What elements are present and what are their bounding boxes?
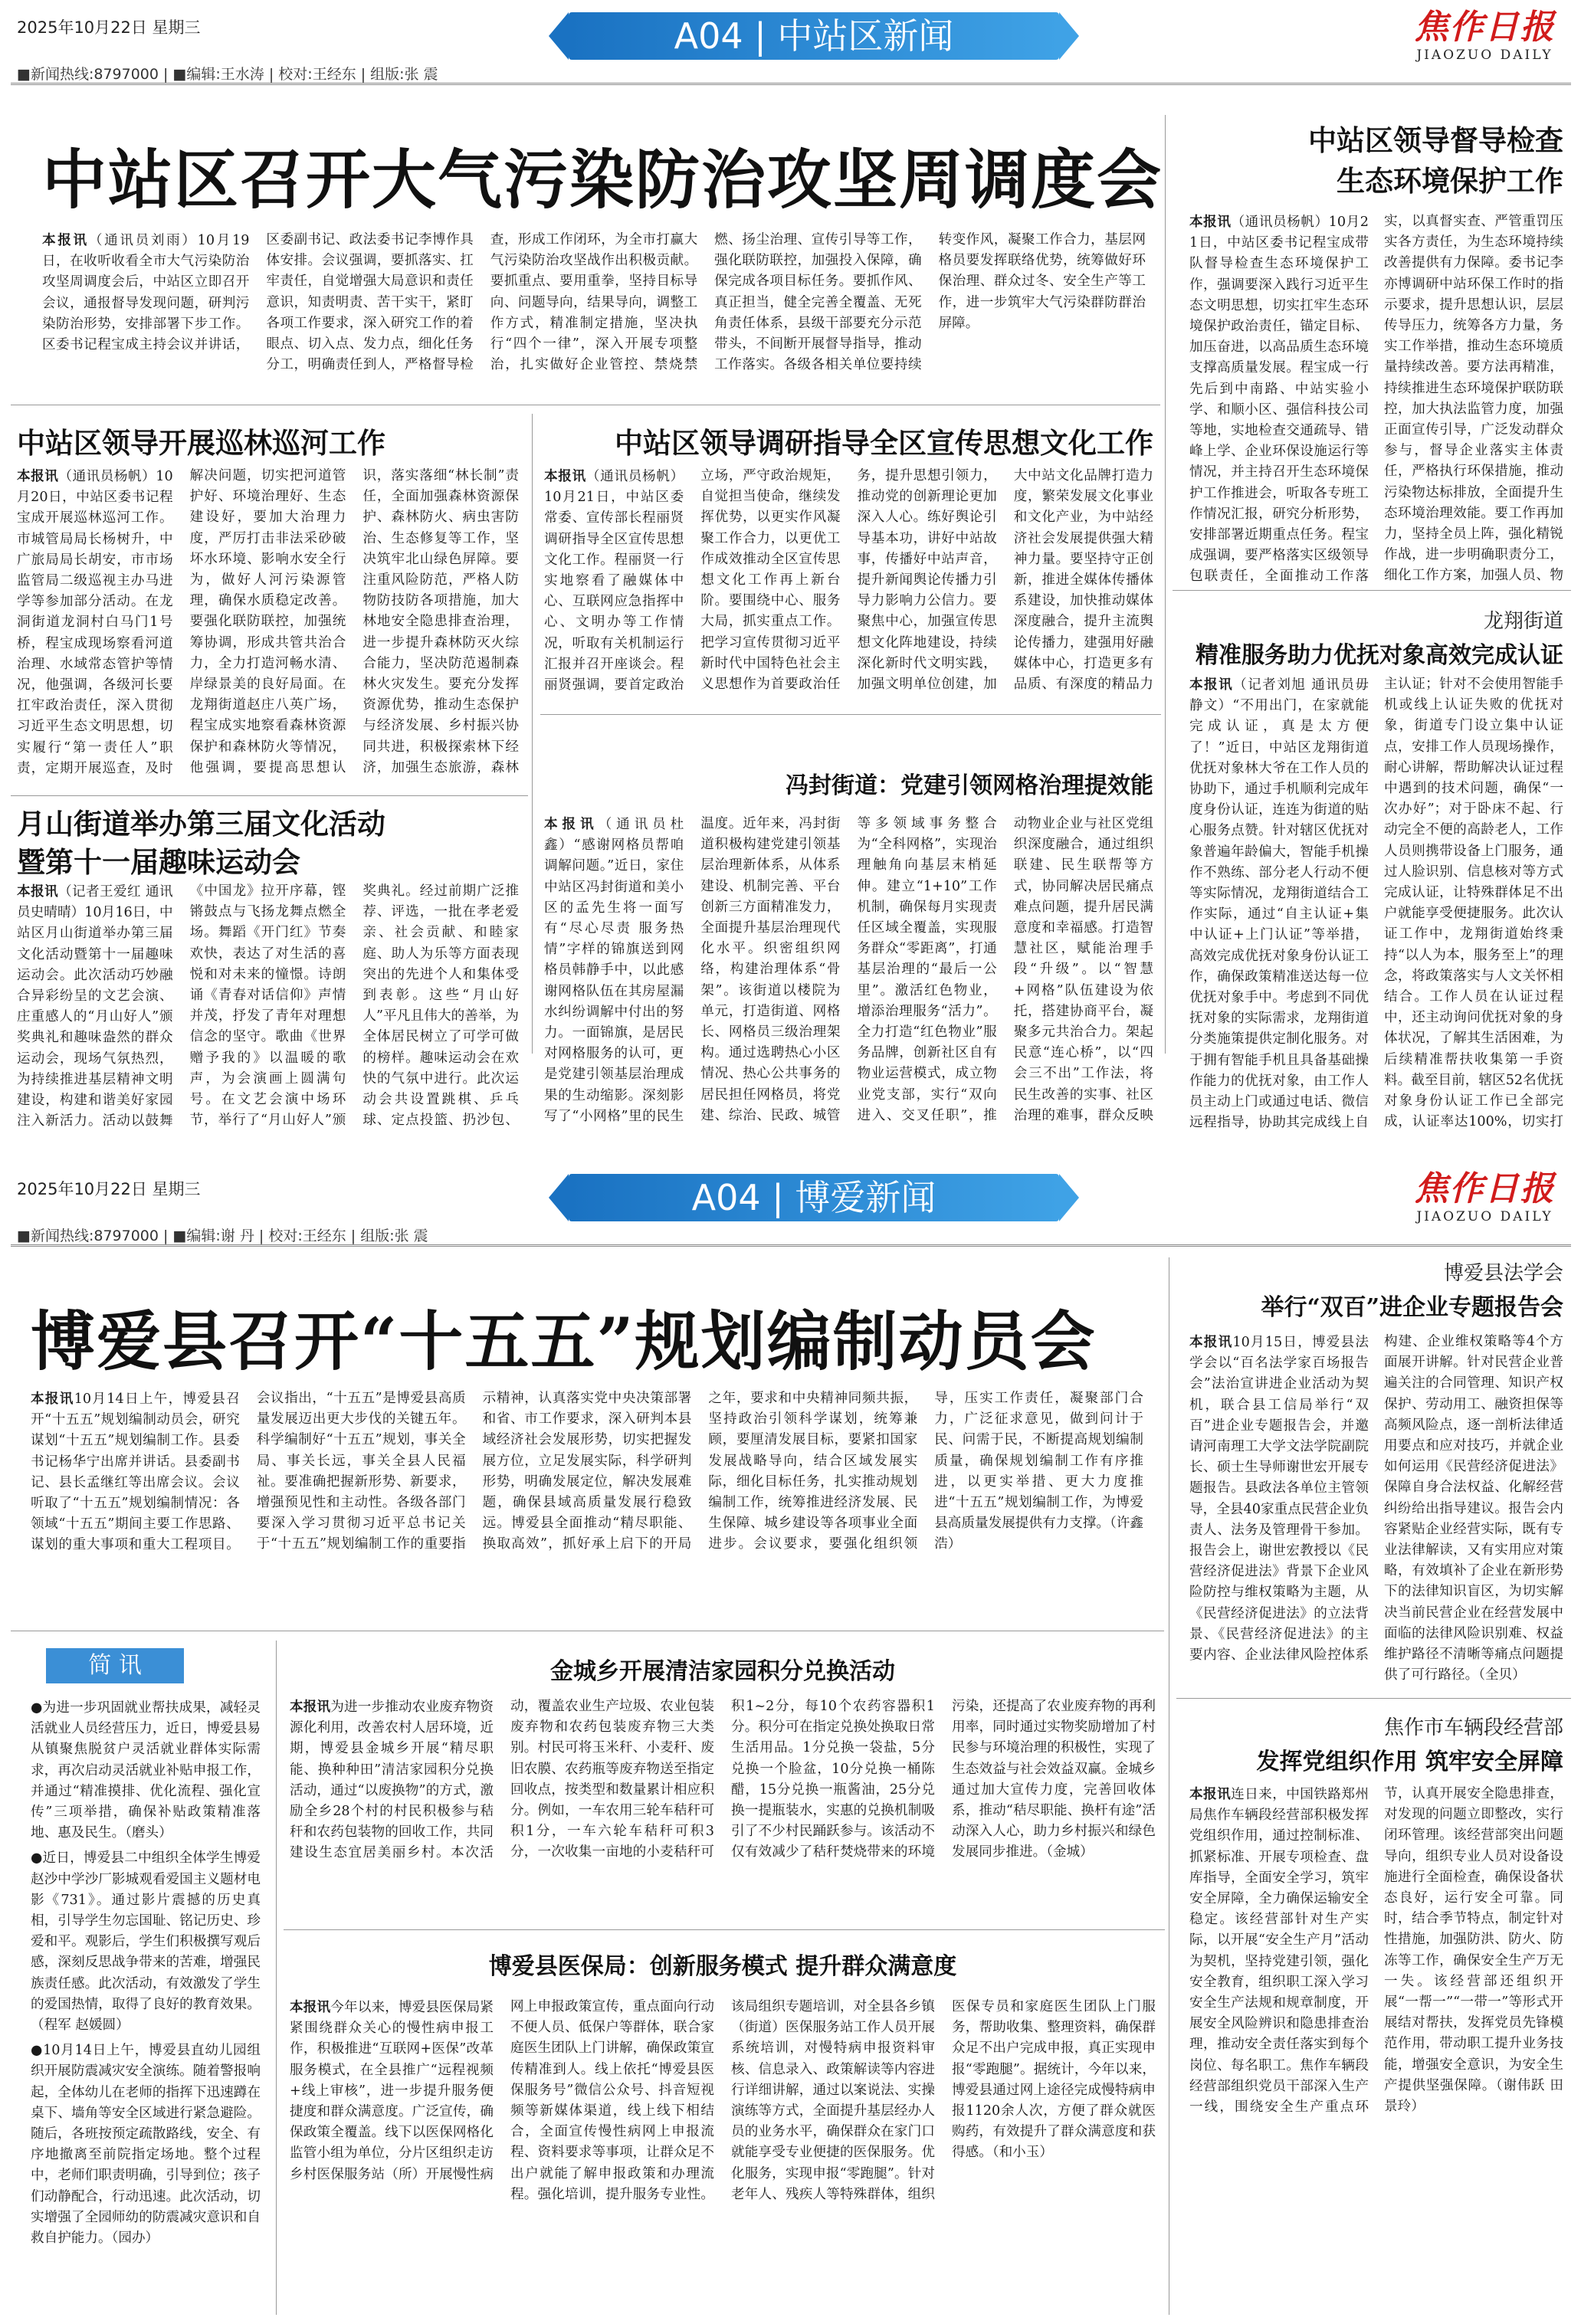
headline-law-report: 举行“双百”进企业专题报告会 (1261, 1294, 1563, 1321)
page-date: 2025年10月22日 星期三 (17, 1180, 201, 1198)
brief-news-list (31, 1698, 261, 2303)
brief-item: ●为进一步巩固就业帮扶成果，减轻灵活就业人员经营压力，近日，博爱县易从镇聚焦脱贫户灵活就业群体实际需求，再次启动灵活就业补贴申报工作，并通过“精准摸排、优化流程、强化宣传”三项举措，确保补贴政策精准落地、惠及民生。（磨头） (31, 1700, 261, 1841)
headline-right-2: 生态环境保护工作 (1337, 164, 1563, 198)
article-body (31, 1388, 1143, 1618)
newspaper-logo (1402, 8, 1567, 63)
page-date: 2025年10月22日 星期三 (17, 18, 201, 37)
article-text: （通讯员杨帆）10月20日，中站区委书记程宝成开展巡林巡河工作。市城管局局长杨树升，中广旅局局长胡安，市市场监管局二级巡视主办马进学等参加部分活动。在龙洞街道龙洞村白马门1号桥，程宝成现场察看河道治理、水域常态管护等情况，他强调，各级河长要扛牢政治责任，深入贯彻习近平生态文明思想，切实履行“第一责任人”职责，定期开展巡查，及时解决问题，切实把河道管护好、环境治理好、生态建设好，要加大治理力度，严厉打击非法采砂破坏水环境、影响水安全行为，做好人河污染源管理，确保水质稳定改善。要强化联防联控，加强统筹协调，形成共管共治合力，全力打造河畅水清、岸绿景美的良好局面。在龙翔街道赵庄八英广场，程宝成实地察看森林资源保护和森林防火等情况，他强调，要提高思想认识，落实落细“林长制”责任，全面加强森林资源保护、森林防火、病虫害防治、生态修复等工作，坚决筑牢北山绿色屏障。要注重风险防范，严格人防物防技防各项措施，加大林地安全隐患排查治理，进一步提升森林防灭火综合能力，坚决防范遏制森林火灾发生。要充分发挥资源优势，推动生态保护与经济发展、乡村振兴协同共进，积极探索林下经济，加强生态旅游，森林 (17, 468, 519, 776)
newspaper-page-boai (0, 1162, 1581, 2323)
headline-main: 中站区召开大气污染防治攻坚周调度会 (42, 142, 1163, 218)
headline-jincheng: 金城乡开展清洁家园积分兑换活动 (550, 1658, 895, 1685)
article-lead: 本报讯 (31, 1391, 74, 1407)
section-banner: A04 | 博爱新闻 (569, 1174, 1059, 1221)
article-lead: 本报讯 (17, 468, 59, 484)
headline-yueshan-2: 暨第十一届趣味运动会 (17, 845, 300, 879)
header-rule (11, 1244, 1571, 1247)
headline-yueshan-1: 月山街道举办第三届文化活动 (17, 807, 385, 841)
article-lead: 本报讯 (290, 1699, 331, 1715)
brief-item: ●10月14日上午，博爱县直幼儿园组织开展防震减灾安全演练。随着警报响起，全体幼儿在老师的指挥下迅速蹲在桌下、墙角等安全区域进行紧急避险。随后，各班按预定疏散路线，安全、有序地撤离至前院指定场地。整个过程中，老师们职责明确，引导到位；孩子们动静配合，行动迅速。此次活动，切实增强了全园师幼的防震减灾意识和自救自护能力。（园办） (31, 2043, 261, 2247)
article-body (17, 881, 519, 1134)
editorial-credits: ■新闻热线:8797000 | ■编辑:王水涛 | 校对:王经东 | 组版:张 震 (17, 66, 438, 83)
kicker-law-society: 博爱县法学会 (1443, 1262, 1563, 1285)
logo-chinese: 焦作日报 (1414, 8, 1556, 47)
article-body (1189, 211, 1563, 591)
headline-medical-insurance: 博爱县医保局：创新服务模式 提升群众满意度 (488, 1953, 957, 1980)
section-divider (1176, 1698, 1571, 1699)
section-divider (11, 795, 528, 796)
column-divider (1165, 115, 1166, 1054)
article-lead: 本报讯 (1189, 1786, 1232, 1802)
article-lead: 本报讯 (1189, 677, 1234, 693)
section-divider (540, 714, 1161, 715)
article-text: （通讯员刘雨）10月19日，在收听收看全市大气污染防治攻坚周调度会后，中站区立即召开会议，通报督导发现问题，研判污染防治形势，安排部署下步工作。区委书记程宝成主持会议并讲话，区委副书记、政法委书记李博作具体安排。会议强调，要抓落实、扛牢责任，自觉增强大局意识和责任意识，知责明责、苦干实干，紧盯各项工作要求，深入研究工作的着眼点、切入点、发力点，细化任务分工，明确责任到人，严格督导检查，形成工作闭环，为全市打赢大气污染防治攻坚战作出积极贡献。要抓重点、要用重拳，坚持目标导向、问题导向，结果导向，调整工作方式，精准制定措施，坚决执行“四个一律”，深入开展专项整治，扎实做好企业管控、禁烧禁燃、扬尘治理、宣传引导等工作，强化联防联控，加强投入保障，确保完成各项目标任务。要抓作风、真正担当，健全完善全覆盖、无死角责任体系，县级干部要充分示范带头，不间断开展督导指导，推动工作落实。各级各相关单位要持续转变作风，凝聚工作合力，基层网格员要发挥联络优势，统筹做好环保治理、群众过冬、安全生产等工作，进一步筑牢大气污染群防群治屏障。 (42, 232, 1146, 373)
logo-english: JIAOZUO DAILY (1416, 1209, 1553, 1224)
header-rule (11, 83, 1571, 85)
article-body (290, 1997, 1156, 2299)
headline-main: 博爱县召开“十五五”规划编制动员会 (31, 1303, 1097, 1379)
article-text: 10月15日，博爱县法学会以“百名法学家百场报告会”法治宣讲进企业活动为契机，联合县工信局举行“双百”进企业专题报告会，并邀请河南理工大学文法学院副院长、硕士生导师谢世宏开展专题报告。县政法各单位主管领导，全县40家重点民营企业负责人、法务及管理骨干参加。报告会上，谢世宏教授以《民营经济促进法》背景下企业风险防控与维权策略为主题，从《民营经济促进法》的立法背景、《民营经济促进法》的主要内容、企业法律风险控体系构建、企业维权策略等4个方面展开讲解。针对民营企业普遍关注的合同管理、知识产权保护、劳动用工、融资担保等高频风险点，逐一剖析法律适用要点和应对技巧，并就企业如何运用《民营经济促进法》保障自身合法权益、化解经营纠纷给出指导建议。报告会内容紧贴企业经营实际，既有专业法律解读，又有实用应对策略，有效填补了企业在新形势下的法律知识盲区，为切实解决当前民营企业在经营发展中面临的法律风险识别难、权益维护路径不清晰等痛点问题提供了可行路径。（全贝） (1189, 1334, 1563, 1683)
article-text: 为进一步推动农业废弃物资源化利用，改善农村人居环境，近期，博爱县金城乡开展“精尽职能、换种种田”清洁家园积分兑换活动，通过“以废换物”的方式，激励全乡28个村的村民积极参与秸秆和农药包装物的回收工作，共同建设生态宜居美丽乡村。本次活动，覆盖农业生产垃圾、农业包装废弃物和农药包装废弃物三大类别。村民可将玉米秆、小麦秆、废旧农膜、农药瓶等废弃物送至指定回收点，按类型和数量累计相应积分。例如，一车农用三轮车秸秆可积1分，一车六轮车秸秆可积3分，一次收集一亩地的小麦秸秆可积1~2分，每10个农药容器积1分。积分可在指定兑换处换取日常生活用品。1分兑换一袋盐，5分兑换一个脸盆，10分兑换一桶陈醋，15分兑换一瓶酱油，25分兑换一提瓶装水，实惠的兑换机制吸引了不少村民踊跃参与。该活动不仅有效减少了秸秆焚烧带来的环境污染，还提高了农业废弃物的再利用率，同时通过实物奖励增加了村民参与环境治理的积极性，实现了生态效益与社会效益双赢。金城乡通过加大宣传力度，完善回收体系，推动“秸尽职能、换杆有途”活动深入人心，助力乡村振兴和绿色发展同步推进。（金城） (290, 1699, 1156, 1861)
article-body (17, 466, 519, 788)
article-lead: 本报讯 (544, 468, 586, 484)
kicker-railway: 焦作市车辆段经营部 (1383, 1716, 1563, 1739)
article-body (290, 1696, 1156, 1919)
brief-news-label: 简 讯 (46, 1648, 184, 1683)
article-lead: 本报讯 (1189, 1334, 1233, 1350)
editorial-credits: ■新闻热线:8797000 | ■编辑:谢 丹 | 校对:王经东 | 组版:张 震 (17, 1228, 428, 1244)
logo-english: JIAOZUO DAILY (1416, 48, 1553, 63)
article-body (1189, 1332, 1563, 1692)
article-text: （记者王爱红 通讯员史晴晴）10月16日，中站区月山街道举办第三届文化活动暨第十一届趣味运动会。此次活动巧妙融合异彩纷呈的文艺会演、庄重感人的“月山好人”颁奖典礼和趣味盎然的群众运动会，现场气氛热烈，为持续推进基层精神文明建设，构建和谐美好家园注入新活力。活动以鼓舞《中国龙》拉开序幕，铿锵鼓点与飞扬龙舞点燃全场。舞蹈《开门红》节奏欢快，表达了对生活的喜悦和对未来的憧憬。诗朗诵《青春对话信仰》声情并茂，抒发了青年对理想信念的坚守。歌曲《世界赠予我的》以温暖的歌声，为会演画上圆满句号。在文艺会演中场环节，举行了“月山好人”颁奖典礼。经过前期广泛推荐、评选，一批在孝老爱亲、社会贡献、和睦家庭、助人为乐等方面表现突出的先进个人和集体受到表彰。这些“月山好人”平凡且伟大的善举，为全体居民树立了可学可做的榜样。趣味运动会在欢快的气氛中进行。此次运动会共设置跳棋、乒乓球、定点投篮、扔沙包、 (17, 883, 519, 1129)
article-body (1189, 1784, 1563, 2305)
section-banner: A04 | 中站区新闻 (569, 12, 1059, 60)
article-text: （通讯员杜鑫）“感谢网格员帮咱调解问题。”近日，家住中站区冯封街道和美小区的孟先生将一面写有“尽心尽责 服务热情”字样的锦旗送到网格员韩静手中，以此感谢网格队伍在其房屋漏水纠纷调解中付出的努力。一面锦旗，是居民对网格服务的认可，更是党建引领基层治理成果的生动缩影。深刻影写了“小网格”里的民生温度。近年来，冯封街道积极构建党建引领基层治理新体系，从体系建设、机制完善、平台创新三方面精准发力，全面提升基层治理现代化水平。织密组织网络，构建治理体系“骨架”。该街道以楼院为单元，打造街道、网格长、网格员三级治理架构。通过选聘热心小区情况、热心公共事务的居民担任网格员，将党建、综治、民政、城管等多领域事务整合为“全科网格”，实现治理触角向基层末梢延伸。建立“1+10”工作机制，确保每月实现责任区域全覆盖，实现服务群众“零距离”，打通基层治理的“最后一公里”。激活红色物业，增添治理服务“活力”。全力打造“红色物业”服务品牌，创新社区自有物业运营模式，成立物业党支部，实行“双向进入、交叉任职”，推动物业企业与社区党组织深度融合，通过组织联建、民生联帮等方式，协同解决居民痛点难点问题，提升居民满意度和幸福感。打造智慧社区，赋能治理手段“升级”。以“智慧+网格”队伍建设为依托，搭建协商平台，凝聚多元共治合力。架起民意“连心桥”，以“四会三不出”工作法，将民生改善的实事、社区治理的难事，群众反映 (544, 816, 1153, 1124)
article-lead: 本报讯 (544, 816, 599, 832)
article-lead: 本报讯 (42, 232, 89, 248)
headline-culture: 中站区领导调研指导全区宣传思想文化工作 (615, 426, 1153, 460)
section-divider (284, 1929, 1165, 1930)
article-body (1189, 674, 1563, 1134)
headline-right-1: 中站区领导督导检查 (1308, 123, 1563, 157)
article-lead: 本报讯 (17, 883, 59, 900)
headline-railway: 发挥党组织作用 筑牢安全屏障 (1256, 1749, 1563, 1775)
article-lead: 本报讯 (290, 1999, 331, 2015)
article-text: 今年以来，博爱县医保局紧紧围绕群众关心的慢性病申报工作，积极推进“互联网+医保”改革服务模式，在全县推广“远程视频+线上审核”，进一步提升服务便捷度和群众满意度。广泛宣传，确保政策全覆盖。线下以医保网格化监管小组为单位，分片区组织走访乡村医保服务站（所）开展慢性病网上申报政策宣传，重点面向行动不便人员、低保户等群体，联合家庭医生团队上门讲解，确保政策宣传精准到人。线上依托“博爱县医保服务号”微信公众号、抖音短视频等新媒体渠道，线上线下相结合，全面宣传慢性病网上申报流程、资料要求等事项，让群众足不出户就能了解申报政策和办理流程。强化培训，提升服务专业性。该局组织专题培训，对全县各乡镇（街道）医保服务站工作人员开展系统培训，对慢特病申报资料审核、信息录入、政策解读等内容进行详细讲解，通过以案说法、实操演练等方式，全面提升基层经办人员的业务水平，确保群众在家门口就能享受专业便捷的医保服务。优化服务，实现申报“零跑腿”。针对老年人、残疾人等特殊群体，组织医保专员和家庭医生团队上门服务，帮助收集、整理资料，确保群众足不出户完成申报，真正实现申报“零跑腿”。据统计，今年以来，博爱县通过网上途径完成慢特病申报1120余人次，方便了群众就医购药，有效提升了群众满意度和获得感。（和小玉） (290, 1999, 1156, 2202)
logo-chinese: 焦作日报 (1414, 1169, 1556, 1208)
article-text: 10月14日上午，博爱县召开“十五五”规划编制动员会，研究谋划“十五五”规划编制工作。县委书记杨华宁出席并讲话。县委副书记、县长孟继红等出席会议。会议听取了“十五五”规划编制情况：各领域“十五五”期间主要工作思路、谋划的重大事项和重大工程项目。会议指出，“十五五”是博爱县高质量发展迈出更大步伐的关键五年。科学编制好“十五五”规划，事关全局、事关长远，事关全县人民福祉。要准确把握新形势、新要求，增强预见性和主动性。各级各部门要深入学习贯彻习近平总书记关于“十五五”规划编制工作的重要指示精神，认真落实党中央决策部署和省、市工作要求，深入研判本县域经济社会发展形势，切实把握发展方位，立足发展实际，科学研判形势，明确发展定位，解决发展难题，确保县域高质量发展行稳致远。博爱县全面推动“精尽职能、换取高效”，抓好承上启下的开局之年，要求和中央精神同频共振，坚持政治引领科学谋划，统筹兼顾，要厘清发展目标，要紧扣国家发展战略导向，结合区域发展实际，细化目标任务，扎实推动规划编制工作，统筹推进经济发展、民生保障、城乡建设等各项事业全面进步。会议要求，要强化组织领导，压实工作责任，凝聚部门合力，广泛征求意见，做到问计于民、问需于民，不断提高规划编制质量，确保规划编制工作有序推进，以更实举措、更大力度推进“十五五”规划编制工作，为博爱县高质量发展提供有力支撑。（许鑫浩） (31, 1391, 1143, 1553)
article-body (42, 230, 1146, 397)
headline-longxiang: 精准服务助力优抚对象高效完成认证 (1196, 642, 1563, 669)
column-divider (276, 1641, 277, 2315)
kicker-longxiang: 龙翔街道 (1483, 610, 1563, 633)
article-body (544, 814, 1153, 1136)
headline-fengfeng: 冯封街道：党建引领网格治理提效能 (786, 772, 1153, 799)
article-text: 连日来，中国铁路郑州局焦作车辆段经营部积极发挥党组织作用，通过控制标准、抓紧标准、开展专项检查、盘库指导，全面安全学习，筑牢安全屏障，全力确保运输安全稳定。该经营部针对生产实际，以开展“安全生产月”活动为契机，坚持党建引领，强化安全教育，组织职工深入学习安全生产法规和规章制度，开展安全风险辨识和隐患排查治理，推动安全责任落实到每个岗位、每名职工。焦作车辆段经营部组织党员干部深入生产一线，围绕安全生产重点环节，认真开展安全隐患排查，对发现的问题立即整改，实行闭环管理。该经营部突出问题导向，组织专业人员对设备设施进行全面检查，确保设备状态良好，运行安全可靠。同时，结合季节特点，制定针对性措施，加强防洪、防火、防冻等工作，确保安全生产万无一失。该经营部还组织开展“一帮一”“一带一”等形式开展结对帮扶，发挥党员先锋模范作用，带动职工提升业务技能，增强安全意识，为安全生产提供坚强保障。（谢伟跃 田景玲） (1189, 1786, 1563, 2116)
article-body (544, 466, 1153, 705)
newspaper-logo (1402, 1169, 1567, 1224)
section-divider (1173, 590, 1571, 591)
column-divider (532, 414, 533, 1054)
article-text: （通讯员杨帆）10月21日，中站区委书记程宝成带队督导检查生态环境保护工作，强调要深入践行习近平生态文明思想，切实扛牢生态环境保护政治责任，锚定目标、加压奋进，以高品质生态环境支撑高质量发展。程宝成一行先后到中南路、中站实验小学、和顺小区、强信科技公司等地，实地检查交通疏导、错峰上学、企业环保设施运行等情况，并主持召开生态环境保护工作推进会，听取各专班工作情况汇报，研究分析形势，安排部署近期重点任务。程宝成强调，要严格落实区级领导包联责任，全面推动工作落实，以真督实查、严管重罚压实各方责任，为生态环境持续改善提供有力保障。委书记李亦博调研中站环保工作时的指示要求，提升思想认识，层层传导压力，统筹各方力量，务实工作举措，推动生态环境质量持续改善。要方法再精准，持续推进生态环境保护联防联控，加大执法监管力度，加强正面宣传引导，广泛发动群众参与，督导企业落实主体责任，严格执行环保措施，推动污染物达标排放，全面提升生态环境治理效能。要工作再加力，坚持全员上阵，强化精锐作战，进一步明确职责分工，细化工作方案，加强人员、物 (1189, 214, 1563, 585)
article-lead: 本报讯 (1189, 214, 1232, 230)
article-text: （记者刘旭 通讯员毋静文）“不用出门，在家就能完成认证，真是太方便了！”近日，中站区龙翔街道优抚对象林大爷在工作人员的协助下，通过手机顺利完成年度身份认证，连连为街道的贴心服务点赞。针对辖区优抚对象普遍年龄偏大，智能手机操作不熟练、部分老人行动不便等实际情况，龙翔街道结合工作实际，通过“自主认证+集中认证+上门认证”等举措，高效完成优抚对象身份认证工作，确保政策精准送达每一位优抚对象手中。考虑到不同优抚对象的实际需求，龙翔街道分类施策提供定制化服务。对于拥有智能手机且具备基础操作能力的优抚对象，由工作人员主动上门或通过电话、微信远程指导，协助其完成线上自主认证；针对不会使用智能手机或线上认证失败的优抚对象，街道专门设立集中认证点，安排工作人员现场操作，耐心讲解，帮助解决认证过程中遇到的技术问题，确保“一次办好”；对于卧床不起、行动完全不便的高龄老人，工作人员则携带设备上门服务，通过人脸识别、信息核对等方式完成认证，让特殊群体足不出户就能享受便捷服务。此次认证工作中，龙翔街道始终秉持“以人为本，服务至上”的理念，将政策落实与人文关怀相结合。工作人员在认证过程中，还主动询问优抚对象的身体状况，了解其生活困难，为后续精准帮扶收集第一手资料。截至目前，辖区52名优抚对象身份认证工作已全部完成，认证率达100%，切实打 (1189, 677, 1563, 1131)
brief-item: ●近日，博爱县二中组织全体学生博爱赵沙中学沙厂影城观看爱国主义题材电影《731》。通过影片震撼的历史真相，引导学生勿忘国耻、铭记历史、珍爱和平。观影后，学生们积极撰写观后感，深刻反思战争带来的苦难，增强民族责任感。此次活动，有效激发了学生的爱国热情，取得了良好的教育效果。（程军 赵媛圆） (31, 1850, 261, 2034)
article-text: （通讯员杨帆）10月21日，中站区委常委、宣传部长程丽贤调研指导全区宣传思想文化工作。程丽贤一行实地察看了融媒体中心、互联网应急指挥中心、文明办等工作情况，听取有关机制运行汇报并召开座谈会。程丽贤强调，要首定政治立场，严守政治规矩，自觉担当使命，继续发挥优势，以更实作风凝聚工作合力，以更优工作成效推动全区宣传思想文化工作再上新台阶。要围绕中心、服务大局，抓实重点工作。把学习宣传贯彻习近平新时代中国特色社会主义思想作为首要政治任务，提升思想引领力，推动党的创新理论更加深入人心。练好舆论引导基本功，讲好中站故事，传播好中站声音，提升新闻舆论传播力引导力影响力公信力。要聚焦中心，加强宣传思想文化阵地建设，持续深化新时代文明实践，加强文明单位创建，加大中站文化品牌打造力度，繁荣发展文化事业和文化产业，为中站经济社会发展提供强大精神力量。要坚持守正创新，推进全媒体传播体系建设，加快推动媒体深度融合，提升主流舆论传播力，建强用好融媒体中心，打造更多有品质、有深度的精品力 (544, 468, 1153, 693)
headline-patrol: 中站区领导开展巡林巡河工作 (17, 426, 385, 460)
